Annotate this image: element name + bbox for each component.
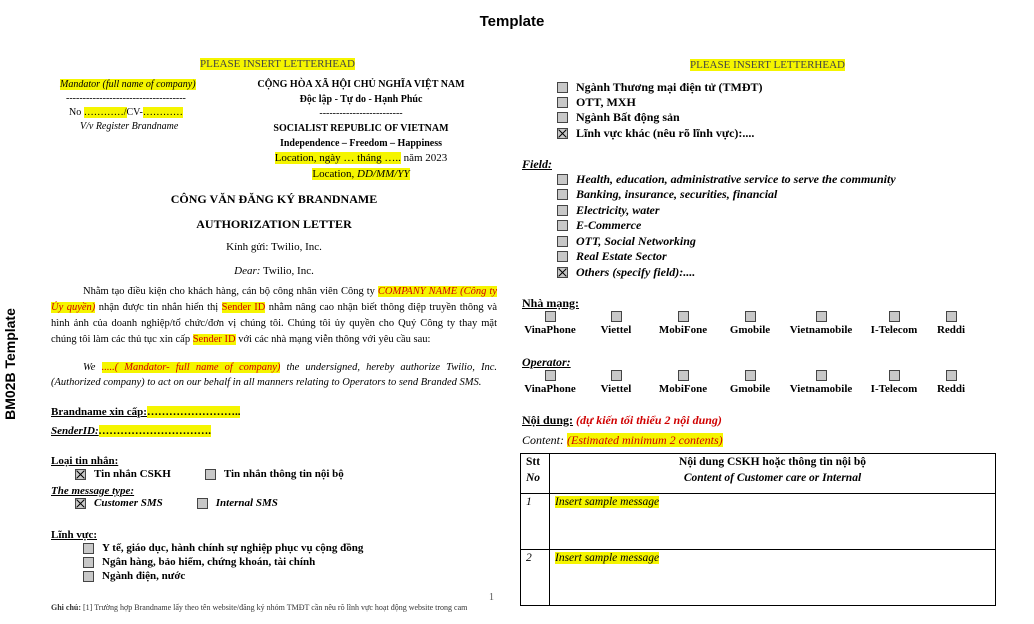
field-en-label: Banking, insurance, securities, financial [576,187,778,201]
row-content-cell[interactable] [550,494,996,550]
operator-mobifone-en [655,370,711,395]
operator-label: Viettel [600,324,632,336]
checkbox-internal-sms[interactable] [197,498,208,509]
row-number: 2 [521,550,550,606]
operator-reddi [933,311,969,336]
field-vn-cont-label: Ngành Thương mại điện tử (TMĐT) [576,80,763,94]
operator-mobifone [655,311,711,336]
checkbox-operator[interactable] [545,311,556,322]
checkbox-cskh-checked[interactable] [75,469,86,480]
motto-rule: ------------------------- [319,108,403,119]
checkbox-operator[interactable] [611,311,622,322]
operator-label: Vietnamobile [789,324,853,336]
field-en-item [557,172,896,187]
content-table [520,453,996,606]
checkbox-operator[interactable] [889,311,900,322]
brandname-label: Brandname xin cấp: [51,406,147,418]
body-paragraph-vn [51,284,497,348]
content-heading-en [522,433,723,448]
checkbox-operator[interactable] [745,370,756,381]
operator-vietnamobile-en [785,370,857,395]
operator-label: MobiFone [658,383,708,395]
no-mid: CV- [126,107,143,118]
field-vn-item [83,570,185,582]
field-vn-cont-item [557,80,763,95]
checkbox-field-electricity-en[interactable] [557,205,568,216]
greeting-en [100,265,448,277]
checkbox-field-realestate-en[interactable] [557,251,568,262]
title-vn: CÔNG VĂN ĐĂNG KÝ BRANDNAME [170,192,378,206]
field-vn-heading: Lĩnh vực: [51,529,98,541]
checkbox-field-ecommerce-vn[interactable] [557,82,568,93]
operator-label: Reddi [936,383,966,395]
field-vn-item-label: Y tế, giáo dục, hành chính sự nghiệp phục vụ cộng đồng [102,542,364,554]
checkbox-field-health-en[interactable] [557,174,568,185]
field-en-label: Electricity, water [576,203,660,217]
col-content-en: Content of Customer care or Internal [683,472,862,484]
field-en-heading: Field: [522,157,552,171]
motto-vn: Độc lập - Tự do - Hạnh Phúc [299,94,423,105]
checkbox-field-realestate-vn[interactable] [557,112,568,123]
checkbox-internal-vn[interactable] [205,469,216,480]
mandator-rule: ------------------------------------ [66,93,186,104]
senderid-input[interactable]: …………………………. [98,425,212,437]
checkbox-customer-sms-checked[interactable] [75,498,86,509]
operator-itelecom-en [866,370,922,395]
network-heading-en: Operator: [522,355,571,369]
left-letterhead-placeholder: PLEASE INSERT LETTERHEAD [200,58,355,70]
footnote-label: Ghi chú: [51,603,82,612]
message-type-vn-options [75,468,344,480]
checkbox-field-other-en-checked[interactable] [557,267,568,278]
network-heading-vn: Nhà mạng: [522,296,580,310]
field-vn-cont-label: Ngành Bất động sản [576,110,680,124]
table-header-content [550,454,996,494]
mandator-name: Mandator (full name of company) [60,79,196,90]
field-en-item [557,187,777,202]
para-vn-1: Nhằm tạo điều kiện cho khách hàng, cán bộ công nhân viên Công ty [83,286,378,297]
senderid-label: SenderID: [51,425,99,437]
mandator-placeholder: .....( Mandator- full name of company) [101,362,281,373]
operator-label: Gmobile [729,324,771,336]
operator-label: Vietnamobile [789,383,853,395]
page-number: 1 [489,592,494,603]
operator-viettel-en [596,370,636,395]
field-en-label: OTT, Social Networking [576,234,696,248]
checkbox-field-ott-vn[interactable] [557,97,568,108]
location-vn-year: năm 2023 [400,152,448,164]
checkbox-operator[interactable] [678,370,689,381]
subject-line: V/v Register Brandname [80,121,179,132]
operator-label: I-Telecom [870,324,918,336]
location-en-label: Location, [312,168,358,180]
greeting-en-label: Dear: [234,265,261,277]
field-en-label: Health, education, administrative service to serve the community [576,172,896,186]
operator-label: Gmobile [729,383,771,395]
para-en-2: the undersigned, hereby authorize Twilio, Inc. (Authorized company) to act on our behalf in all manners relating to Operators to send Branded SMS. [51,362,497,388]
body-paragraph-en [51,360,497,390]
operator-gmobile-en [727,370,773,395]
field-en-item [557,265,695,280]
operator-label: VinaPhone [524,383,576,395]
checkbox-operator[interactable] [946,311,957,322]
col-content-vn: Nội dung CSKH hoặc thông tin nội bộ [679,456,866,468]
footnote-text: [1] Trường hợp Brandname lấy theo tên website/đăng ký nhóm TMĐT cần nêu rõ lĩnh vực hoạt động website trong cam [81,603,468,612]
brandname-line [51,406,240,418]
greeting-en-value: Twilio, Inc. [260,265,314,277]
operator-vietnamobile [785,311,857,336]
sample-message-placeholder[interactable]: Insert sample message [555,496,660,508]
checkbox-operator[interactable] [611,370,622,381]
para-vn-4: với các nhà mạng viễn thông với yêu cầu sau: [235,334,431,345]
row-number: 1 [521,494,550,550]
operator-label: I-Telecom [870,383,918,395]
company-name-placeholder: COMPANY NAME (Công ty Ủy quyền) [51,286,497,313]
table-header-no [521,454,550,494]
operator-vinaphone-en [522,370,578,395]
operator-reddi-en [933,370,969,395]
content-heading-vn [522,413,722,428]
motto-en: Independence – Freedom – Happiness [279,138,443,149]
field-en-item [557,234,696,249]
operator-viettel [596,311,636,336]
checkbox-field-banking[interactable] [83,557,94,568]
checkbox-field-ecommerce-en[interactable] [557,220,568,231]
field-en-item [557,249,667,264]
content-en-label: Content: [522,433,567,447]
field-vn-item [83,556,315,568]
country-name-vn: CỘNG HÒA XÃ HỘI CHỦ NGHĨA VIỆT NAM [257,79,465,90]
page-title: Template [479,13,545,30]
message-type-vn-heading: Loại tin nhắn: [51,455,119,467]
para-en-1: We [83,362,102,373]
table-header-row [521,454,996,494]
msg-type-en-1-label: Customer SMS [94,497,163,509]
msg-type-vn-2-label: Tin nhắn thông tin nội bộ [223,468,344,480]
table-row [521,494,996,550]
content-vn-note: (dự kiến tối thiểu 2 nội dung) [576,413,722,427]
content-en-note: (Estimated minimum 2 contents) [567,433,723,447]
col-no-vn: Stt [526,456,541,468]
operator-gmobile [727,311,773,336]
sender-id-placeholder-2: Sender ID [192,334,236,345]
checkbox-field-other-vn-checked[interactable] [557,128,568,139]
col-no-en: No [526,472,541,484]
operator-vinaphone [522,311,578,336]
no-prefix: No [69,107,84,118]
location-en-date: DD/MM/YY [357,168,410,180]
checkbox-operator[interactable] [946,370,957,381]
field-en-label: Others (specify field):.... [576,265,696,279]
sender-id-placeholder-1: Sender ID [221,302,266,313]
field-vn-cont-label: OTT, MXH [576,95,636,109]
side-label: BM02B Template [2,308,18,420]
no-dots-2: ………… [142,107,183,118]
msg-type-vn-1-label: Tin nhắn CSKH [94,468,171,480]
checkbox-field-banking-en[interactable] [557,189,568,200]
location-date-en [248,168,474,180]
message-type-en-options [75,497,278,509]
para-vn-3: nhằm nâng cao nhận biết thông điệp truyền thông và hình ảnh của doanh nghiệp/tổ chức/đơn vị chúng tôi. Chúng tôi ủy quyền cho Quý Công ty thay mặt chúng tôi làm các thủ tục xin cấp [51,302,497,345]
checkbox-operator[interactable] [745,311,756,322]
field-vn-cont-label: Lĩnh vực khác (nêu rõ lĩnh vực):.... [576,126,755,140]
operator-label: Reddi [936,324,966,336]
location-date-vn [248,152,474,164]
operator-label: VinaPhone [524,324,576,336]
right-letterhead-placeholder: PLEASE INSERT LETTERHEAD [690,59,845,71]
field-en-item [557,218,641,233]
checkbox-operator[interactable] [678,311,689,322]
operator-label: Viettel [600,383,632,395]
table-row [521,550,996,606]
field-en-item [557,203,660,218]
no-dots-1: …………/ [83,107,127,118]
location-vn-highlight: Location, ngày … tháng ….. [274,152,401,164]
checkbox-field-health[interactable] [83,543,94,554]
title-en: AUTHORIZATION LETTER [196,217,352,231]
brandname-input[interactable]: …………………….. [146,406,241,418]
field-vn-cont-item [557,95,636,110]
content-vn-label: Nội dung: [522,413,574,427]
field-vn-item-label: Ngân hàng, bảo hiểm, chứng khoán, tài chính [102,556,316,568]
row-content-cell[interactable] [550,550,996,606]
country-name-en: SOCIALIST REPUBLIC OF VIETNAM [273,123,449,134]
para-vn-2: nhận được tin nhắn hiển thị [95,302,222,313]
sample-message-placeholder[interactable]: Insert sample message [555,552,660,564]
footnote [51,603,499,612]
operator-itelecom [866,311,922,336]
document-number [69,107,183,118]
senderid-line [51,425,211,437]
field-vn-item [83,542,363,554]
checkbox-operator[interactable] [545,370,556,381]
checkbox-operator[interactable] [816,370,827,381]
field-vn-cont-item [557,126,754,141]
checkbox-operator[interactable] [816,311,827,322]
checkbox-field-electricity[interactable] [83,571,94,582]
field-vn-cont-item [557,110,680,125]
field-en-label: E-Commerce [576,218,642,232]
msg-type-en-2-label: Internal SMS [215,497,278,509]
field-en-label: Real Estate Sector [576,249,667,263]
greeting-vn: Kính gửi: Twilio, Inc. [226,241,322,253]
message-type-en-heading: The message type: [51,485,135,497]
operator-label: MobiFone [658,324,708,336]
checkbox-field-ott-en[interactable] [557,236,568,247]
field-vn-item-label: Ngành điện, nước [102,570,186,582]
checkbox-operator[interactable] [889,370,900,381]
